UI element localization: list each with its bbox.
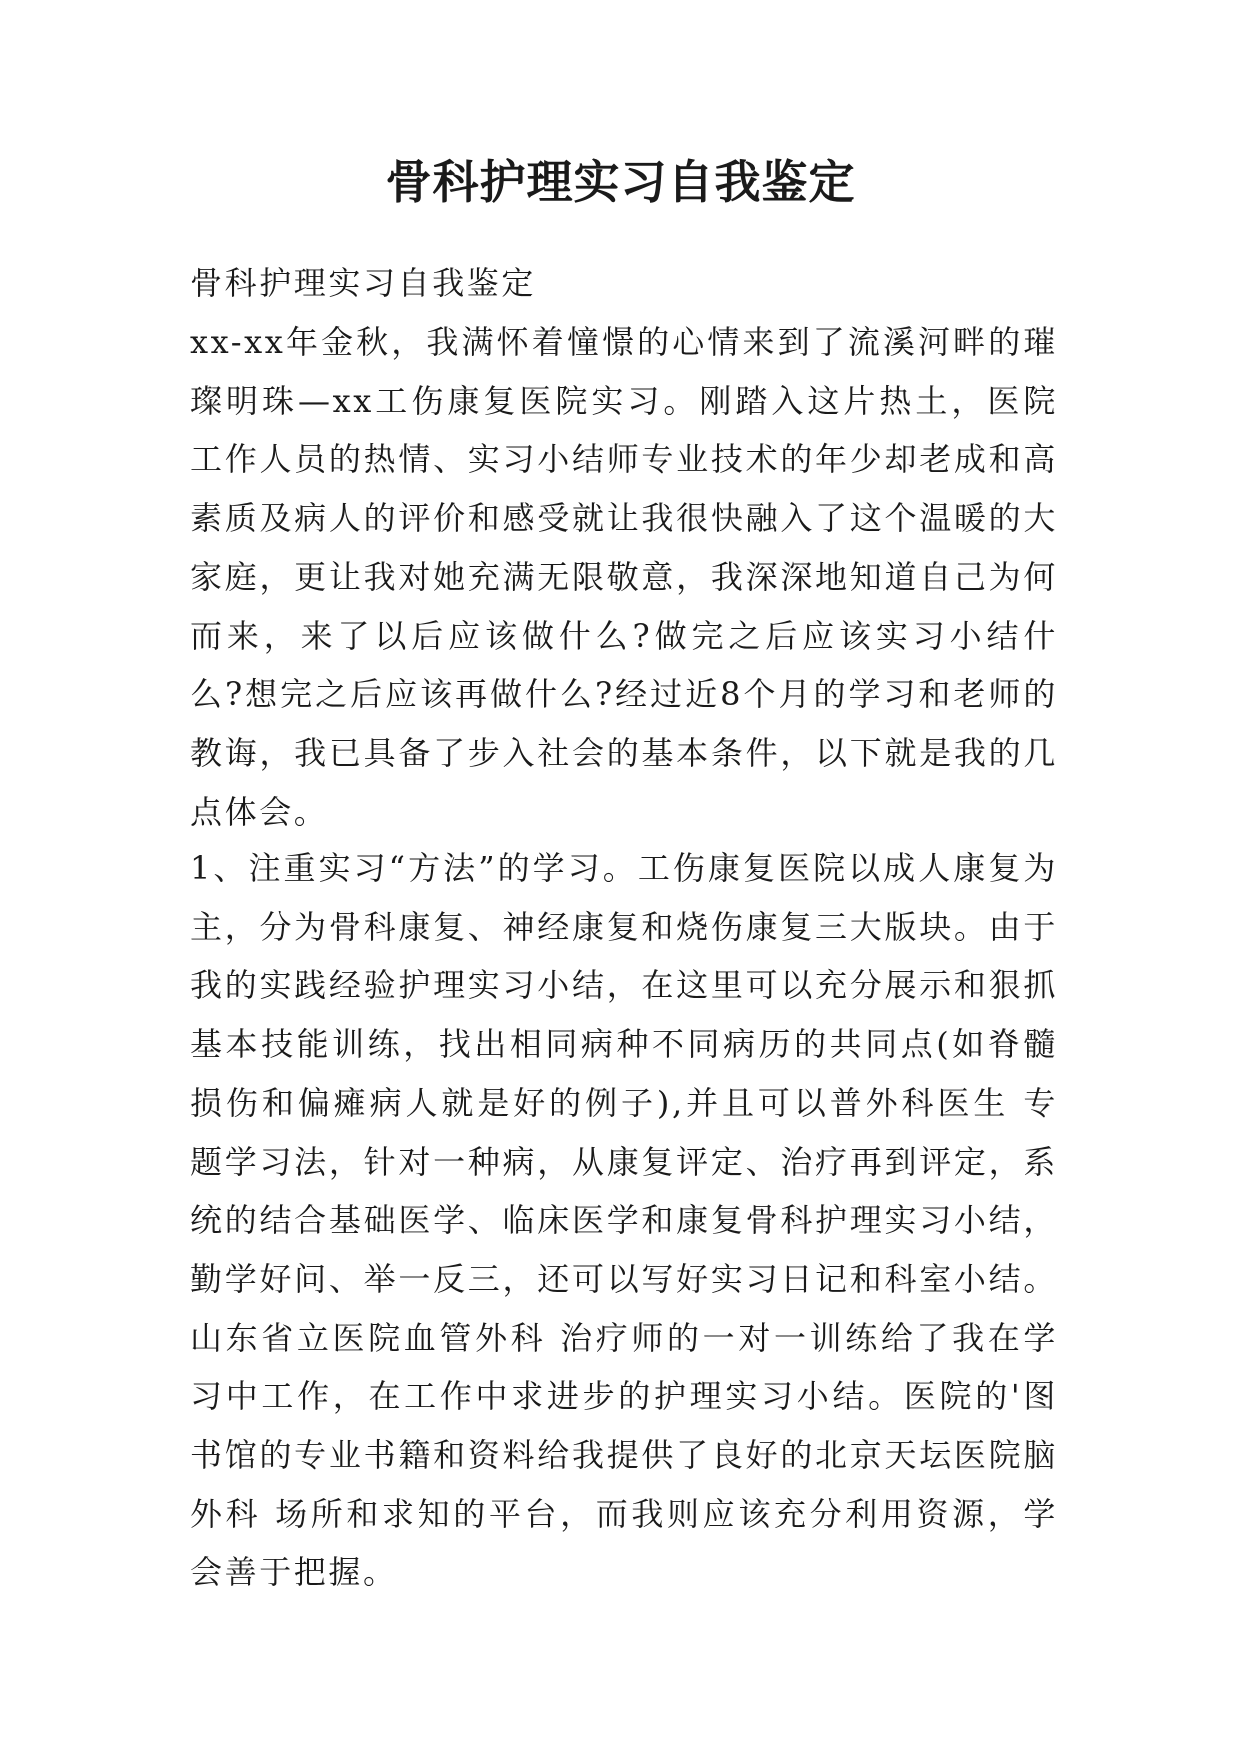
document-title: 骨科护理实习自我鉴定 xyxy=(385,155,856,209)
body-paragraph: 1、注重实习“方法”的学习。工伤康复医院以成人康复为主，分为骨科康复、神经康复和烧伤康复三大版块。由于我的实践经验护理实习小结，在这里可以充分展示和狠抓基本技能训练，找出相同病种不同病历的共同点(如脊髓损伤和偏瘫病人就是好的例子),并且可以普外科医生 专题学习法，针对一种病，从康复评定、治疗再到评定，系统的结合基础医学、临床医学和康复骨科护理实习小结，勤学好问、举一反三，还可以写好实习日记和科室小结。山东省立医院血管外科 治疗师的一对一训练给了我在学习中工作，在工作中求进步的护理实习小结。医院的'图书馆的专业书籍和资料给我提供了良好的北京天坛医院脑外科 场所和求知的平台，而我则应该充分利用资源，学会善于把握。 xyxy=(190,849,1058,1592)
document-subtitle: 骨科护理实习自我鉴定 xyxy=(190,264,537,302)
body-paragraph: xx-xx年金秋，我满怀着憧憬的心情来到了流溪河畔的璀璨明珠—xx工伤康复医院实习。刚踏入这片热土，医院工作人员的热情、实习小结师专业技术的年少却老成和高素质及病人的评价和感受就让我很快融入了这个温暖的大家庭，更让我对她充满无限敬意，我深深地知道自己为何而来，来了以后应该做什么?做完之后应该实习小结什么?想完之后应该再做什么?经过近8个月的学习和老师的教诲，我已具备了步入社会的基本条件，以下就是我的几点体会。 xyxy=(190,323,1058,831)
